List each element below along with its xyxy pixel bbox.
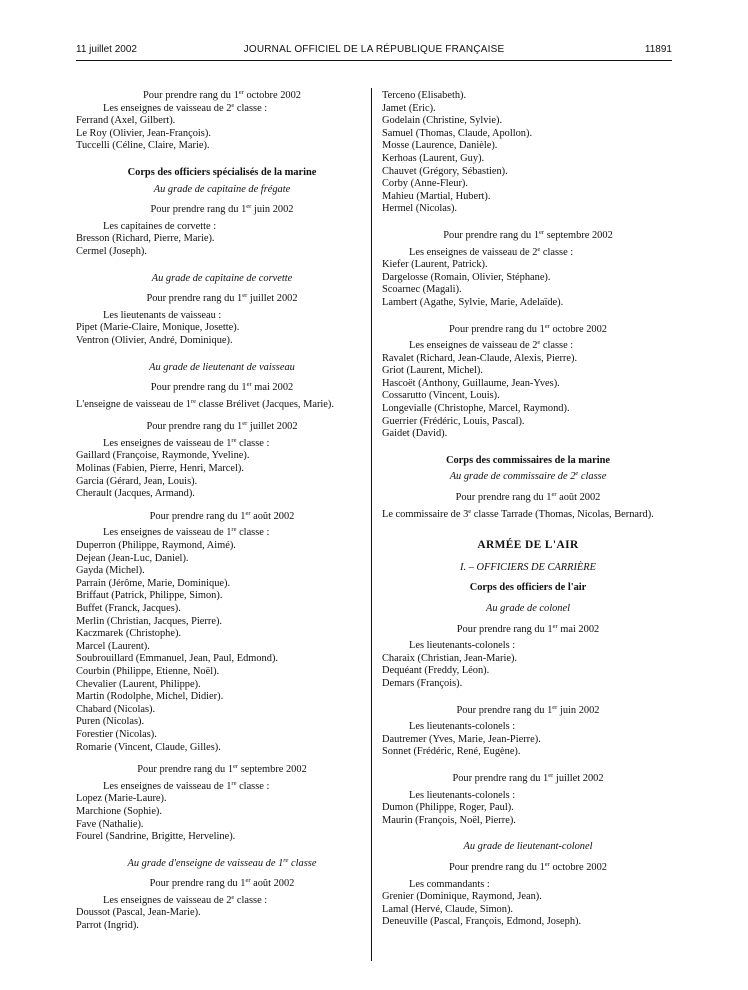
section-subheading: I. – OFFICIERS DE CARRIÈRE	[460, 561, 596, 573]
name-list	[382, 802, 674, 827]
column-divider	[371, 88, 372, 961]
name-entry: Maurin (François, Noël, Pierre).	[382, 814, 516, 826]
name-entry: Merlin (Christian, Jacques, Pierre).	[76, 615, 223, 627]
name-entry: Chabard (Nicolas).	[76, 703, 156, 715]
name-entry: Sonnet (Frédéric, René, Eugène).	[382, 746, 521, 758]
name-entry: Soubrouillard (Emmanuel, Jean, Paul, Edmond).	[76, 653, 279, 665]
grade-line: Les lieutenants-colonels :	[409, 640, 516, 652]
name-entry: Pipet (Marie-Claire, Monique, Josette).	[76, 322, 240, 334]
grade-heading: Au grade de capitaine de frégate	[153, 183, 291, 195]
name-entry: Doussot (Pascal, Jean-Marie).	[76, 907, 201, 919]
name-entry: Marcel (Laurent).	[76, 640, 150, 652]
grade-line: Les enseignes de vaisseau de 2e classe :	[409, 339, 574, 352]
rang-line: Pour prendre rang du 1er octobre 2002	[448, 322, 607, 335]
header-page-number: 11891	[644, 44, 672, 55]
grade-line: Les enseignes de vaisseau de 2e classe :	[103, 101, 268, 114]
name-list	[382, 653, 674, 691]
name-entry: Kerhoas (Laurent, Guy).	[382, 152, 485, 164]
name-entry: Griot (Laurent, Michel).	[382, 365, 483, 377]
rang-line: Pour prendre rang du 1er mai 2002	[456, 622, 600, 635]
grade-heading: Au grade de lieutenant de vaisseau	[149, 361, 295, 373]
name-entry: Terceno (Elisabeth).	[382, 90, 467, 101]
name-entry: Buffet (Franck, Jacques).	[76, 603, 181, 614]
nomination-text: Le commissaire de 3e classe Tarrade (Thomas, Nicolas, Bernard).	[382, 507, 654, 520]
grade-heading: Au grade de lieutenant-colonel	[463, 841, 593, 853]
name-entry: Puren (Nicolas).	[76, 716, 145, 728]
name-entry: Scoarnec (Magali).	[382, 284, 462, 296]
nomination-text: L'enseigne de vaisseau de 1re classe Brélivet (Jacques, Marie).	[76, 397, 334, 410]
grade-heading: Au grade de colonel	[486, 603, 570, 614]
name-entry: Grenier (Dominique, Raymond, Jean).	[382, 891, 542, 903]
header-title: JOURNAL OFFICIEL DE LA RÉPUBLIQUE FRANÇAISE	[243, 44, 505, 55]
name-entry: Demars (François).	[382, 677, 463, 689]
rang-line: Pour prendre rang du 1er juin 2002	[150, 203, 294, 216]
name-entry: Gayda (Michel).	[76, 565, 145, 577]
grade-line: Les enseignes de vaisseau de 1re classe :	[103, 779, 270, 792]
name-entry: Fave (Nathalie).	[76, 818, 144, 830]
page-header	[76, 43, 672, 57]
name-entry: Forestier (Nicolas).	[76, 728, 157, 740]
name-entry: Dequéant (Freddy, Léon).	[382, 665, 490, 677]
name-entry: Ventron (Olivier, André, Dominique).	[76, 334, 233, 346]
grade-line: Les enseignes de vaisseau de 1re classe :	[103, 436, 270, 449]
name-entry: Dautremer (Yves, Marie, Jean-Pierre).	[382, 733, 541, 745]
name-entry: Lamal (Hervé, Claude, Simon).	[382, 903, 513, 915]
rang-line: Pour prendre rang du 1er août 2002	[455, 491, 601, 504]
name-list	[76, 907, 368, 932]
name-entry: Cermel (Joseph).	[76, 245, 147, 257]
rang-line: Pour prendre rang du 1er juillet 2002	[452, 771, 604, 784]
name-entry: Ravalet (Richard, Jean-Claude, Alexis, Pierre).	[382, 352, 578, 364]
rang-line: Pour prendre rang du 1er juillet 2002	[146, 420, 298, 433]
name-entry: Chauvet (Grégory, Sébastien).	[382, 165, 508, 177]
name-entry: Le Roy (Olivier, Jean-François).	[76, 127, 211, 139]
name-list	[76, 540, 368, 754]
name-entry: Samuel (Thomas, Claude, Apollon).	[382, 127, 533, 139]
name-entry: Jamet (Eric).	[382, 102, 436, 114]
name-entry: Parrain (Jérôme, Marie, Dominique).	[76, 577, 231, 589]
section-heading: ARMÉE DE L'AIR	[477, 539, 579, 552]
name-list	[76, 233, 368, 258]
name-list	[76, 450, 368, 500]
rang-line: Pour prendre rang du 1er juin 2002	[456, 703, 600, 716]
name-entry: Deneuville (Pascal, François, Edmond, Joseph).	[382, 916, 582, 928]
grade-heading: Au grade d'enseigne de vaisseau de 1re classe	[127, 856, 317, 869]
name-entry: Hermel (Nicolas).	[382, 203, 458, 215]
name-entry: Chevalier (Laurent, Philippe).	[76, 678, 201, 690]
name-list	[382, 259, 674, 309]
name-list	[382, 90, 674, 216]
name-entry: Briffaut (Patrick, Philippe, Simon).	[76, 590, 223, 602]
name-entry: Hascoët (Anthony, Guillaume, Jean-Yves).	[382, 377, 560, 389]
name-entry: Parrot (Ingrid).	[76, 920, 139, 932]
name-entry: Ferrand (Axel, Gilbert).	[76, 115, 176, 127]
rang-line: Pour prendre rang du 1er juillet 2002	[146, 292, 298, 305]
rang-line: Pour prendre rang du 1er octobre 2002	[142, 89, 301, 101]
name-entry: Mahieu (Martial, Hubert).	[382, 190, 491, 202]
name-entry: Kaczmarek (Christophe).	[76, 628, 182, 640]
grade-line: Les lieutenants-colonels :	[409, 789, 516, 801]
name-entry: Longevialle (Christophe, Marcel, Raymond).	[382, 403, 570, 415]
grade-heading: Au grade de commissaire de 2e classe	[449, 470, 607, 483]
grade-heading: Au grade de capitaine de corvette	[151, 272, 293, 284]
name-entry: Cossarutto (Vincent, Louis).	[382, 390, 500, 402]
grade-line: Les lieutenants-colonels :	[409, 721, 516, 733]
grade-line: Les enseignes de vaisseau de 2e classe :	[103, 893, 268, 906]
name-list	[382, 734, 674, 759]
name-entry: Kiefer (Laurent, Patrick).	[382, 259, 488, 271]
rang-line: Pour prendre rang du 1er mai 2002	[150, 381, 294, 394]
left-column	[76, 90, 368, 933]
name-entry: Mosse (Laurence, Danièle).	[382, 140, 498, 152]
header-rule	[76, 60, 672, 61]
name-entry: Gaillard (Françoise, Raymonde, Yveline).	[76, 450, 250, 462]
name-entry: Lopez (Marie-Laure).	[76, 793, 167, 805]
name-list	[76, 322, 368, 347]
name-entry: Tuccelli (Céline, Claire, Marie).	[76, 140, 210, 152]
corps-heading: Corps des officiers spécialisés de la marine	[127, 166, 317, 178]
name-list	[382, 891, 674, 929]
name-entry: Dargelosse (Romain, Olivier, Stéphane).	[382, 271, 551, 283]
name-entry: Garcia (Gérard, Jean, Louis).	[76, 475, 198, 487]
rang-line: Pour prendre rang du 1er octobre 2002	[448, 860, 607, 873]
name-entry: Lambert (Agathe, Sylvie, Marie, Adelaïde).	[382, 296, 564, 308]
rang-line: Pour prendre rang du 1er août 2002	[149, 877, 295, 890]
name-entry: Bresson (Richard, Pierre, Marie).	[76, 233, 215, 245]
name-list	[382, 353, 674, 441]
name-entry: Dejean (Jean-Luc, Daniel).	[76, 552, 189, 564]
name-entry: Cherault (Jacques, Armand).	[76, 488, 195, 500]
corps-heading: Corps des commissaires de la marine	[445, 454, 611, 466]
grade-line: Les enseignes de vaisseau de 1re classe :	[103, 526, 270, 539]
corps-heading: Corps des officiers de l'air	[469, 582, 587, 594]
name-entry: Charaix (Christian, Jean-Marie).	[382, 652, 518, 664]
grade-line: Les commandants :	[409, 878, 490, 890]
name-entry: Marchione (Sophie).	[76, 805, 162, 817]
name-entry: Fourel (Sandrine, Brigitte, Herveline).	[76, 831, 236, 843]
rang-line: Pour prendre rang du 1er septembre 2002	[443, 228, 613, 241]
name-entry: Gaidet (David).	[382, 428, 448, 440]
name-entry: Guerrier (Frédéric, Louis, Pascal).	[382, 415, 525, 427]
name-list	[76, 115, 368, 153]
grade-line: Les lieutenants de vaisseau :	[103, 309, 222, 321]
header-date: 11 juillet 2002	[76, 44, 137, 55]
name-entry: Dumon (Philippe, Roger, Paul).	[382, 802, 514, 814]
grade-line: Les capitaines de corvette :	[103, 220, 217, 232]
name-entry: Godelain (Christine, Sylvie).	[382, 115, 503, 127]
name-entry: Duperron (Philippe, Raymond, Aimé).	[76, 540, 236, 552]
name-entry: Romarie (Vincent, Claude, Gilles).	[76, 741, 221, 753]
rang-line: Pour prendre rang du 1er septembre 2002	[137, 763, 307, 776]
name-entry: Molinas (Fabien, Pierre, Henri, Marcel).	[76, 463, 244, 475]
name-entry: Martin (Rodolphe, Michel, Didier).	[76, 691, 224, 703]
grade-line: Les enseignes de vaisseau de 2e classe :	[409, 245, 574, 258]
name-list	[76, 793, 368, 843]
name-entry: Courbin (Philippe, Etienne, Noël).	[76, 665, 220, 677]
name-entry: Corby (Anne-Fleur).	[382, 178, 468, 190]
rang-line: Pour prendre rang du 1er août 2002	[149, 509, 295, 522]
right-column	[382, 90, 674, 929]
